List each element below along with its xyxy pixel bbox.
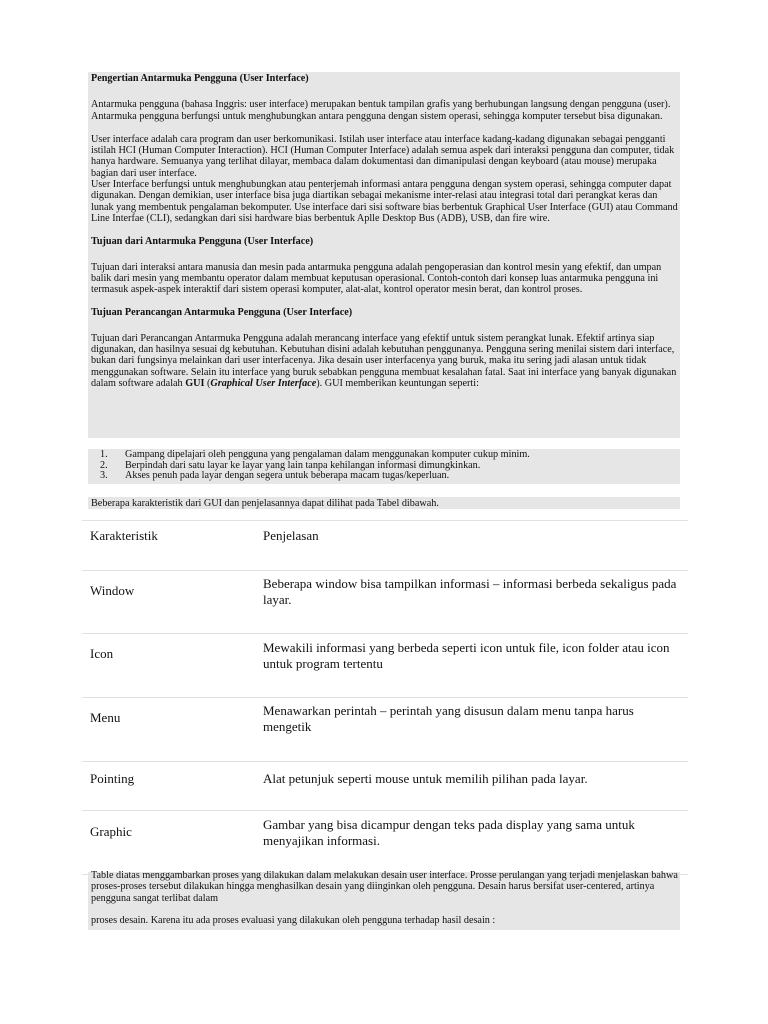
table-cell-value: Alat petunjuk seperti mouse untuk memilih pilihan pada layar. xyxy=(263,771,588,786)
paragraph: proses desain. Karena itu ada proses evaluasi yang dilakukan oleh pengguna terhadap hasil desain : xyxy=(91,914,496,926)
table-header-cell: Penjelasan xyxy=(263,528,319,543)
benefits-list xyxy=(100,450,678,482)
table-row xyxy=(82,570,688,633)
table-row xyxy=(82,761,688,810)
list-text: Berpindah dari satu layar ke layar yang lain tanpa kehilangan informasi dimungkinkan. xyxy=(125,459,481,471)
table-cell-value: Gambar yang bisa dicampur dengan teks pada display yang sama untuk menyajikan informasi. xyxy=(263,817,635,848)
table-row xyxy=(82,633,688,697)
paragraph: Antarmuka pengguna (bahasa Inggris: user interface) merupakan bentuk tampilan grafis yang berhubungan langsung dengan pengguna (user). Antarmuka pengguna berfungsi untuk menghubungkan antara pengguna dengan sistem operasi, sehingga komputer tersebut bisa digunakan. xyxy=(91,99,671,122)
characteristics-table xyxy=(82,520,688,875)
paragraph: User interface adalah cara program dan user berkomunikasi. Istilah user interface atau interface kadang-kadang digunakan sebagai pengganti istilah HCI (Human Computer Interaction). HCI (Human Computer Interface) adalah semua aspek dari interaksi pengguna dan computer, tidak hanya hardware. Semuanya yang terlihat dilayar, membaca dalam dokumentasi dan dimanipulasi dengan keyboard (atau mouse) merupaka bagian dari user interface. xyxy=(91,133,675,179)
list-item xyxy=(100,450,678,461)
list-text: Gampang dipelajari oleh pengguna yang pengalaman dalam menggunakan komputer cukup minim. xyxy=(125,449,530,460)
table-cell-key: Menu xyxy=(90,710,121,725)
paragraph-text-end: ). GUI memberikan keuntungan seperti: xyxy=(316,377,479,389)
list-number: 2. xyxy=(100,459,108,471)
table-row xyxy=(82,810,688,875)
list-item xyxy=(100,471,678,482)
paragraph: Tujuan dari interaksi antara manusia dan mesin pada antarmuka pengguna adalah pengoperasian dan kontrol mesin yang efektif, dan umpan balik dari mesin yang membantu operator dalam membuat keputusan operasional. Contoh-contoh dari konsep luas antarmuka pengguna ini termasuk aspek-aspek interaktif dari sistem operasi komputer, alat-alat, kontrol operator mesin berat, dan kontrol proses. xyxy=(91,261,662,296)
main-text xyxy=(91,73,678,389)
list-text: Akses penuh pada layar dengan segera untuk beberapa macam tugas/keperluan. xyxy=(125,470,450,482)
table-header-cell: Karakteristik xyxy=(90,528,158,543)
table-caption: Beberapa karakteristik dari GUI dan penjelasannya dapat dilihat pada Tabel dibawah. xyxy=(91,498,439,509)
paragraph: User Interface berfungsi untuk menghubungkan atau penterjemah informasi antara pengguna dengan system operasi, sehingga computer dapat digunakan. Dengan demikian, user interface bisa juga diartikan sebagai mekanisme inter-relasi atau integrasi total dari perangkat keras dan lunak yang membentuk pengalaman bekomputer. Use interface dari sisi software bias berbentuk Graphical User Interface (GUI) atau Command Line Interfae (CLI), sedangkan dari sisi hardware bias berbentuk Aplle Desktop Bus (ADB), USB, dan fire wire. xyxy=(91,179,678,224)
gui-full-term: Graphical User Interface xyxy=(210,377,317,389)
table-cell-key: Graphic xyxy=(90,824,132,839)
paragraph xyxy=(91,333,678,389)
list-number: 1. xyxy=(100,449,108,460)
section-heading: Tujuan Perancangan Antarmuka Pengguna (User Interface) xyxy=(91,307,353,319)
list-number: 3. xyxy=(100,470,108,482)
table-cell-key: Window xyxy=(90,583,135,598)
paren-open: ( xyxy=(204,377,211,389)
table-cell-value: Menawarkan perintah – perintah yang disusun dalam menu tanpa harus mengetik xyxy=(263,703,634,734)
table-cell-key: Icon xyxy=(90,646,114,661)
table-cell-key: Pointing xyxy=(90,771,135,786)
table-cell-value: Mewakili informasi yang berbeda seperti icon untuk file, icon folder atau icon untuk program tertentu xyxy=(263,640,670,671)
gui-term: GUI xyxy=(185,377,205,389)
section-heading: Pengertian Antarmuka Pengguna (User Interface) xyxy=(91,73,309,84)
paragraph-text: Tujuan dari Perancangan Antarmuka Pengguna adalah merancang interface yang efektif untuk sistem perangkat lunak. Efektif artinya siap digunakan, dan hasilnya sesuai dg kebutuhan. Kebutuhan disini adalah kebutuhan penggunanya. Pengguna sering menilai sistem dari interface, bukan dari fungsinya melainkan dari user interfacenya. Jika desain user interfacenya yang buruk, maka itu sering jadi alasan untuk tidak menggunakan software. Selain itu interface yang buruk sebabkan pengguna membuat kesalahan fatal. Saat ini interface yang banyak digunakan dalam software adalah xyxy=(91,332,677,389)
paragraph: Table diatas menggambarkan proses yang dilakukan dalam melakukan desain user interface. Prosse perulangan yang terjadi menjelaskan bahwa proses-proses tersebut dilakukan hingga menghasilkan desain yang diinginkan oleh pengguna. Desain harus bersifat user-centered, artinya pengguna sangat terlibat dalam xyxy=(91,870,678,904)
footer-text xyxy=(91,870,678,926)
table-header-row xyxy=(82,520,688,570)
table-cell-value: Beberapa window bisa tampilkan informasi – informasi berbeda sekaligus pada layar. xyxy=(263,576,677,607)
table-row xyxy=(82,697,688,761)
section-heading: Tujuan dari Antarmuka Pengguna (User Interface) xyxy=(91,236,314,248)
